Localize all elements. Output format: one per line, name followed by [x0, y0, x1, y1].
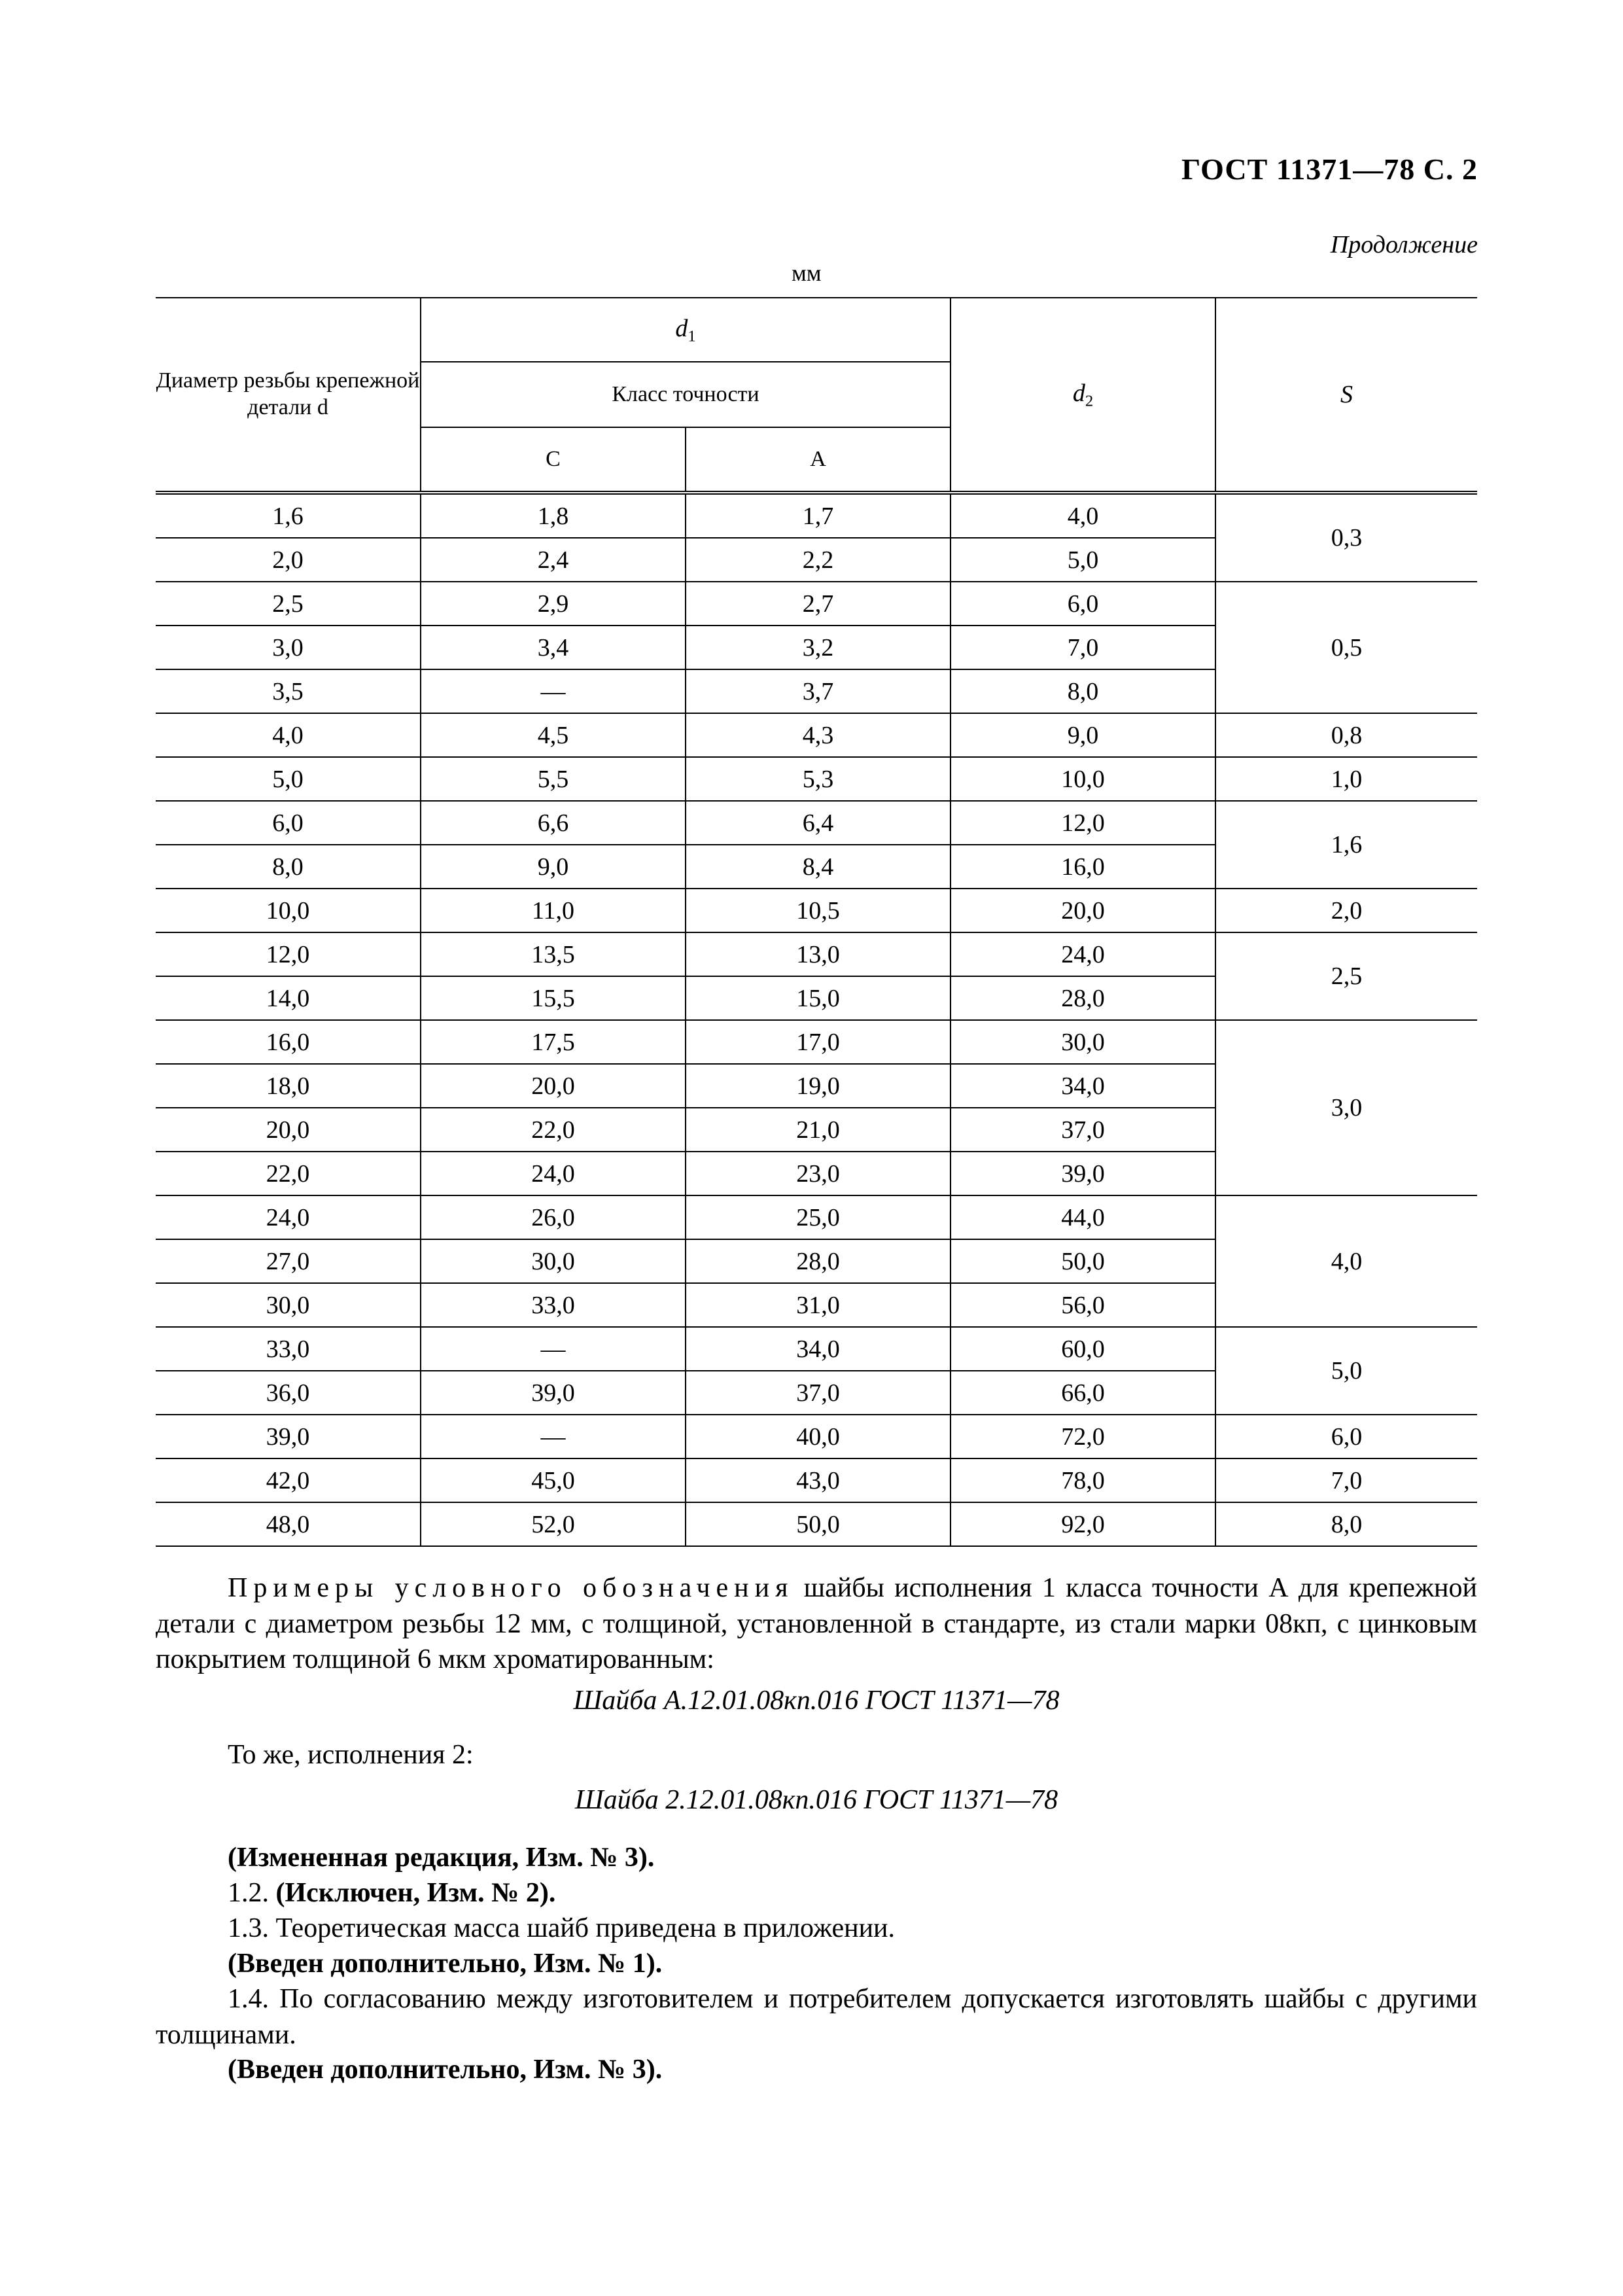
cell-d1-class-c: — — [421, 1327, 686, 1371]
cell-thread-diameter: 36,0 — [156, 1371, 421, 1415]
cell-d1-class-a: 1,7 — [686, 493, 951, 538]
cell-thread-diameter: 14,0 — [156, 976, 421, 1020]
cell-d1-class-c: 9,0 — [421, 845, 686, 889]
cell-d1-class-a: 25,0 — [686, 1195, 951, 1239]
washer-dimensions-table — [156, 297, 1477, 1547]
cell-d1-class-a: 28,0 — [686, 1239, 951, 1283]
cell-d2: 60,0 — [951, 1327, 1215, 1371]
table-row — [156, 1415, 1477, 1458]
example-paragraph — [156, 1570, 1477, 1678]
cell-s: 1,6 — [1215, 801, 1477, 889]
cell-d2: 4,0 — [951, 493, 1215, 538]
cell-d1-class-a: 13,0 — [686, 932, 951, 976]
cell-thread-diameter: 10,0 — [156, 889, 421, 932]
cell-d1-class-a: 34,0 — [686, 1327, 951, 1371]
table-row — [156, 1195, 1477, 1239]
same-execution-2: То же, исполнения 2: — [228, 1740, 474, 1770]
cell-d2: 34,0 — [951, 1064, 1215, 1108]
cell-s: 0,3 — [1215, 493, 1477, 582]
cell-d1-class-c: 33,0 — [421, 1283, 686, 1327]
cell-d1-class-c: 4,5 — [421, 713, 686, 757]
clause-1-2-number: 1.2. — [228, 1878, 276, 1908]
cell-d1-class-a: 6,4 — [686, 801, 951, 845]
cell-d1-class-c: 52,0 — [421, 1502, 686, 1546]
cell-d2: 6,0 — [951, 582, 1215, 626]
cell-thread-diameter: 4,0 — [156, 713, 421, 757]
amendment-note-3: (Измененная редакция, Изм. № 3). — [228, 1843, 655, 1873]
clause-1-2-text: (Исключен, Изм. № 2). — [275, 1878, 556, 1908]
unit-label: мм — [792, 260, 822, 286]
cell-d2: 10,0 — [951, 757, 1215, 801]
cell-thread-diameter: 48,0 — [156, 1502, 421, 1546]
example-body: шайбы исполнения 1 класса точности А для крепежной детали с диаметром резьбы 12 мм, с толщиной, установленной в стандарте, из стали марки 08кп, с цинковым покрытием толщиной 6 мкм хроматированным: — [156, 1573, 1477, 1675]
cell-thread-diameter: 20,0 — [156, 1108, 421, 1152]
cell-d2: 5,0 — [951, 538, 1215, 582]
cell-d1-class-c: 30,0 — [421, 1239, 686, 1283]
cell-d1-class-a: 3,2 — [686, 626, 951, 669]
cell-d1-class-a: 40,0 — [686, 1415, 951, 1458]
cell-d2: 72,0 — [951, 1415, 1215, 1458]
cell-d1-class-a: 19,0 — [686, 1064, 951, 1108]
cell-d1-class-a: 15,0 — [686, 976, 951, 1020]
cell-d1-class-c: 2,4 — [421, 538, 686, 582]
cell-d2: 92,0 — [951, 1502, 1215, 1546]
table-row — [156, 932, 1477, 976]
table-row — [156, 713, 1477, 757]
cell-d2: 12,0 — [951, 801, 1215, 845]
cell-d1-class-c: 20,0 — [421, 1064, 686, 1108]
cell-d1-class-a: 37,0 — [686, 1371, 951, 1415]
cell-d1-class-c: 24,0 — [421, 1152, 686, 1195]
col-header-thread-diameter: Диаметр резьбы крепежной детали d — [156, 298, 421, 493]
cell-d1-class-c: 3,4 — [421, 626, 686, 669]
cell-thread-diameter: 18,0 — [156, 1064, 421, 1108]
cell-d1-class-a: 23,0 — [686, 1152, 951, 1195]
cell-s: 2,5 — [1215, 932, 1477, 1020]
cell-d2: 30,0 — [951, 1020, 1215, 1064]
cell-d1-class-c: — — [421, 669, 686, 713]
cell-d2: 9,0 — [951, 713, 1215, 757]
cell-s: 0,5 — [1215, 582, 1477, 713]
cell-thread-diameter: 2,0 — [156, 538, 421, 582]
cell-thread-diameter: 3,0 — [156, 626, 421, 669]
table-row — [156, 1502, 1477, 1546]
continuation-label: Продолжение — [1330, 231, 1478, 258]
table-body — [156, 493, 1477, 1546]
table-row — [156, 801, 1477, 845]
document-header: ГОСТ 11371—78 С. 2 — [1181, 152, 1478, 186]
cell-d1-class-a: 43,0 — [686, 1458, 951, 1502]
table-row — [156, 582, 1477, 626]
cell-s: 7,0 — [1215, 1458, 1477, 1502]
cell-d1-class-a: 21,0 — [686, 1108, 951, 1152]
cell-d2: 8,0 — [951, 669, 1215, 713]
table-row — [156, 1020, 1477, 1064]
cell-thread-diameter: 33,0 — [156, 1327, 421, 1371]
cell-d1-class-a: 50,0 — [686, 1502, 951, 1546]
introduced-note-3: (Введен дополнительно, Изм. № 3). — [228, 2055, 663, 2085]
clause-1-4: 1.4. По согласованию между изготовителем и потребителем допускается изготовлять шайбы с другими толщинами. — [156, 1984, 1477, 2050]
cell-d1-class-c: 45,0 — [421, 1458, 686, 1502]
cell-d1-class-a: 4,3 — [686, 713, 951, 757]
cell-thread-diameter: 6,0 — [156, 801, 421, 845]
cell-s: 3,0 — [1215, 1020, 1477, 1195]
cell-d2: 16,0 — [951, 845, 1215, 889]
example-lead: Примеры условного обозначения — [228, 1573, 794, 1603]
cell-d2: 56,0 — [951, 1283, 1215, 1327]
designation-example-2: Шайба 2.12.01.08кп.016 ГОСТ 11371—78 — [574, 1785, 1058, 1815]
cell-s: 0,8 — [1215, 713, 1477, 757]
cell-d1-class-c: 6,6 — [421, 801, 686, 845]
cell-thread-diameter: 16,0 — [156, 1020, 421, 1064]
clause-1-2 — [156, 1875, 1477, 1911]
cell-d2: 78,0 — [951, 1458, 1215, 1502]
cell-thread-diameter: 39,0 — [156, 1415, 421, 1458]
cell-thread-diameter: 24,0 — [156, 1195, 421, 1239]
cell-d1-class-c: 11,0 — [421, 889, 686, 932]
cell-d1-class-c: 1,8 — [421, 493, 686, 538]
cell-d1-class-c: 22,0 — [421, 1108, 686, 1152]
cell-s: 2,0 — [1215, 889, 1477, 932]
cell-d1-class-c: 5,5 — [421, 757, 686, 801]
cell-d2: 50,0 — [951, 1239, 1215, 1283]
table-row — [156, 493, 1477, 538]
cell-s: 8,0 — [1215, 1502, 1477, 1546]
cell-d1-class-c: 13,5 — [421, 932, 686, 976]
cell-d1-class-a: 5,3 — [686, 757, 951, 801]
cell-d2: 44,0 — [951, 1195, 1215, 1239]
cell-thread-diameter: 1,6 — [156, 493, 421, 538]
cell-d1-class-a: 3,7 — [686, 669, 951, 713]
table-row — [156, 757, 1477, 801]
cell-thread-diameter: 42,0 — [156, 1458, 421, 1502]
cell-s: 6,0 — [1215, 1415, 1477, 1458]
col-header-d1: $d_1$ — [421, 298, 951, 362]
cell-d1-class-a: 17,0 — [686, 1020, 951, 1064]
cell-d2: 39,0 — [951, 1152, 1215, 1195]
cell-d1-class-c: — — [421, 1415, 686, 1458]
cell-thread-diameter: 22,0 — [156, 1152, 421, 1195]
cell-thread-diameter: 12,0 — [156, 932, 421, 976]
col-header-d2: $d_2$ — [951, 298, 1215, 493]
col-header-class-c: C — [421, 427, 686, 493]
cell-d1-class-c: 39,0 — [421, 1371, 686, 1415]
col-header-class-a: A — [686, 427, 951, 493]
cell-thread-diameter: 5,0 — [156, 757, 421, 801]
cell-d1-class-c: 15,5 — [421, 976, 686, 1020]
cell-thread-diameter: 8,0 — [156, 845, 421, 889]
cell-d1-class-a: 10,5 — [686, 889, 951, 932]
cell-d2: 66,0 — [951, 1371, 1215, 1415]
table-row — [156, 889, 1477, 932]
cell-d1-class-a: 31,0 — [686, 1283, 951, 1327]
cell-thread-diameter: 2,5 — [156, 582, 421, 626]
cell-s: 4,0 — [1215, 1195, 1477, 1327]
cell-d1-class-c: 26,0 — [421, 1195, 686, 1239]
cell-s: 5,0 — [1215, 1327, 1477, 1415]
clause-1-3: 1.3. Теоретическая масса шайб приведена в приложении. — [228, 1913, 896, 1943]
col-header-s: S — [1215, 298, 1477, 493]
table-row — [156, 1327, 1477, 1371]
cell-d1-class-c: 17,5 — [421, 1020, 686, 1064]
cell-d1-class-a: 8,4 — [686, 845, 951, 889]
cell-d2: 7,0 — [951, 626, 1215, 669]
cell-s: 1,0 — [1215, 757, 1477, 801]
cell-d2: 24,0 — [951, 932, 1215, 976]
designation-example-1: Шайба А.12.01.08кп.016 ГОСТ 11371—78 — [573, 1686, 1060, 1716]
table-row — [156, 1458, 1477, 1502]
cell-thread-diameter: 27,0 — [156, 1239, 421, 1283]
cell-d1-class-a: 2,7 — [686, 582, 951, 626]
cell-d2: 20,0 — [951, 889, 1215, 932]
cell-d2: 28,0 — [951, 976, 1215, 1020]
cell-d1-class-a: 2,2 — [686, 538, 951, 582]
col-header-accuracy-class: Класс точности — [421, 362, 951, 427]
cell-d1-class-c: 2,9 — [421, 582, 686, 626]
cell-d2: 37,0 — [951, 1108, 1215, 1152]
introduced-note-1: (Введен дополнительно, Изм. № 1). — [228, 1949, 663, 1979]
cell-thread-diameter: 3,5 — [156, 669, 421, 713]
cell-thread-diameter: 30,0 — [156, 1283, 421, 1327]
